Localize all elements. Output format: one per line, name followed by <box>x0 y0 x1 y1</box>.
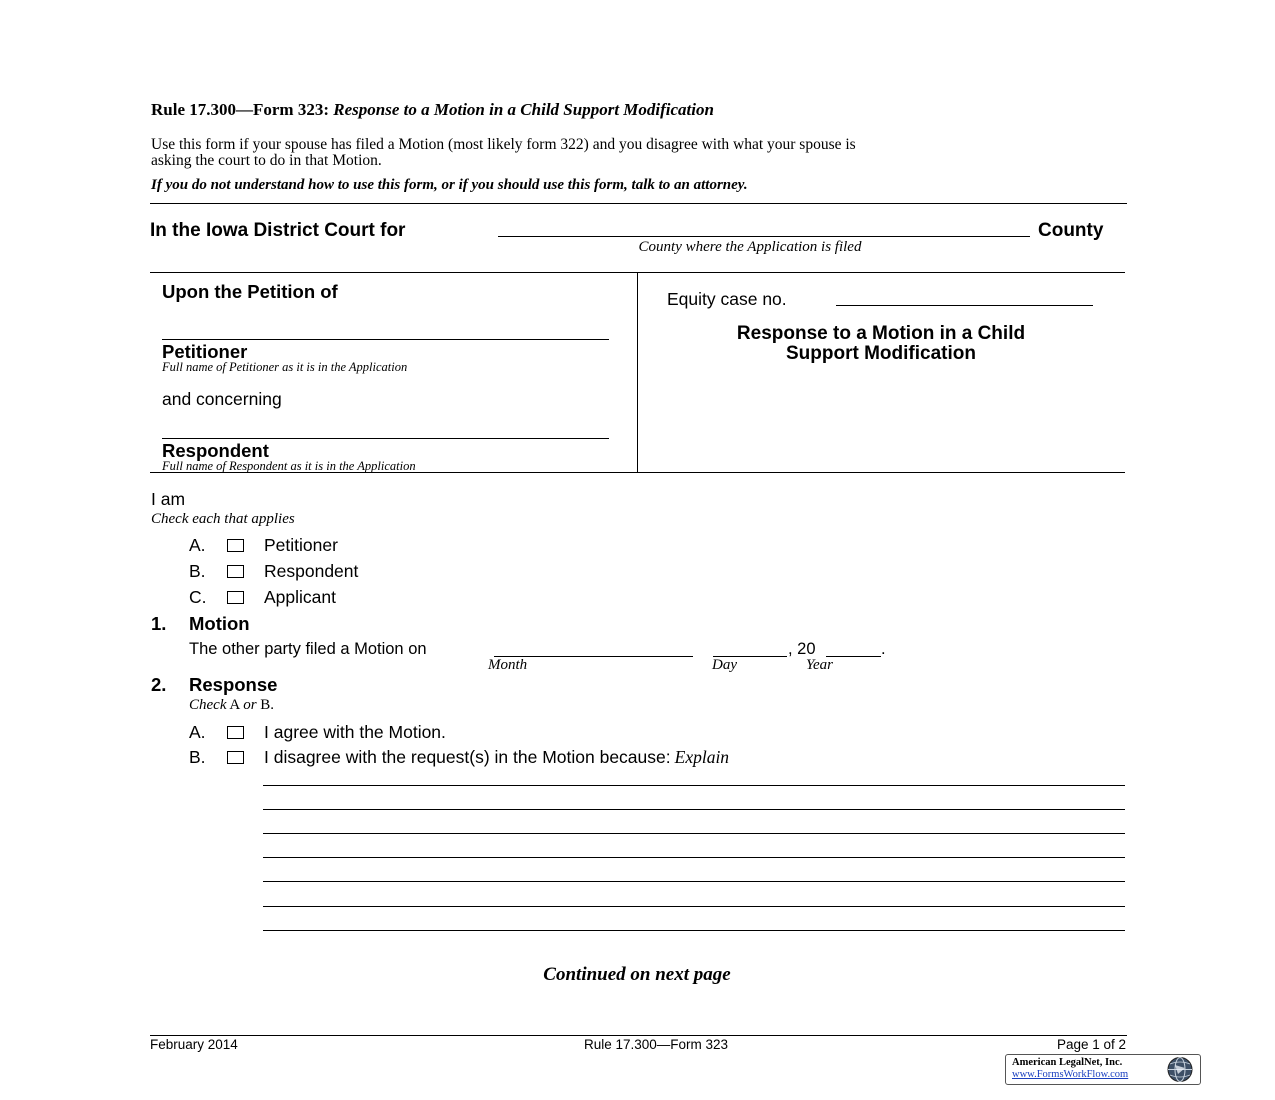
month-caption: Month <box>488 657 528 673</box>
i-am-letter-a: A. <box>189 535 206 555</box>
petitioner-option-label: Petitioner <box>264 535 338 555</box>
response-letter-a: A. <box>189 722 206 742</box>
section-2-number: 2. <box>151 674 167 695</box>
form-title: Response to a Motion in a Child Support Modification <box>333 100 714 119</box>
agree-checkbox[interactable] <box>227 726 244 739</box>
explain-label: Explain <box>674 747 730 767</box>
section-1-title: Motion <box>189 613 250 634</box>
intro-line-2: asking the court to do in that Motion. <box>151 152 382 169</box>
applicant-option-label: Applicant <box>264 587 336 607</box>
i-am-letter-c: C. <box>189 587 207 607</box>
respondent-note: Full name of Respondent as it is in the Application <box>162 459 416 473</box>
explanation-line[interactable] <box>263 833 1125 834</box>
i-am-instruction: Check each that applies <box>151 511 295 527</box>
explanation-line[interactable] <box>263 930 1125 931</box>
applicant-checkbox[interactable] <box>227 591 244 604</box>
logo-url[interactable]: www.FormsWorkFlow.com <box>1012 1069 1129 1080</box>
header-divider <box>150 203 1127 204</box>
petitioner-note: Full name of Petitioner as it is in the Application <box>162 360 408 374</box>
explanation-line[interactable] <box>263 906 1125 907</box>
respondent-name-line[interactable] <box>162 438 609 439</box>
upon-petition-label: Upon the Petition of <box>162 281 338 302</box>
footer-rule: Rule 17.300—Form 323 <box>583 1037 729 1052</box>
footer-page: Page 1 of 2 <box>1056 1037 1126 1052</box>
attorney-warning: If you do not understand how to use this form, or if you should use this form, talk to an attorney. <box>151 177 748 193</box>
explanation-line[interactable] <box>263 785 1125 786</box>
caption-center-divider <box>637 272 638 472</box>
instruction-a: A <box>229 697 240 713</box>
equity-case-label: Equity case no. <box>667 289 787 309</box>
year-caption: Year <box>806 657 833 673</box>
respondent-checkbox[interactable] <box>227 565 244 578</box>
document-title-line-1: Response to a Motion in a Child <box>736 323 1026 344</box>
court-prefix: In the Iowa District Court for <box>150 220 406 241</box>
and-concerning-label: and concerning <box>162 389 282 409</box>
rule-label: Rule 17.300—Form 323: <box>151 100 330 119</box>
logo-company: American LegalNet, Inc. <box>1012 1057 1123 1068</box>
instruction-b: B. <box>260 697 275 713</box>
disagree-option-label: I disagree with the request(s) in the Motion because: <box>264 747 671 767</box>
county-input-line[interactable] <box>498 236 1030 237</box>
motion-date-text: The other party filed a Motion on <box>189 640 427 658</box>
footer-divider <box>150 1035 1127 1036</box>
equity-case-input-line[interactable] <box>836 305 1093 306</box>
motion-date-period: . <box>881 640 886 658</box>
instruction-check: Check <box>189 697 227 713</box>
petitioner-name-line[interactable] <box>162 339 609 340</box>
year-prefix-text: , 20 <box>788 640 816 658</box>
respondent-label: Respondent <box>162 440 269 461</box>
document-title-line-2: Support Modification <box>786 343 976 364</box>
explanation-line[interactable] <box>263 857 1125 858</box>
instruction-or: or <box>243 697 257 713</box>
section-2-instruction <box>189 697 274 714</box>
section-1-number: 1. <box>151 613 167 634</box>
court-suffix: County <box>1038 220 1104 241</box>
form-heading <box>151 100 714 120</box>
year-input-line[interactable] <box>826 656 881 657</box>
intro-line-1: Use this form if your spouse has filed a Motion (most likely form 322) and you disagree with what your spouse is <box>151 136 856 153</box>
respondent-option-label: Respondent <box>264 561 359 581</box>
day-caption: Day <box>712 657 737 673</box>
response-letter-b: B. <box>189 747 206 767</box>
continued-note: Continued on next page <box>543 964 731 985</box>
explanation-line[interactable] <box>263 809 1125 810</box>
i-am-letter-b: B. <box>189 561 206 581</box>
petitioner-label: Petitioner <box>162 341 248 362</box>
petitioner-checkbox[interactable] <box>227 539 244 552</box>
county-caption: County where the Application is filed <box>638 239 862 255</box>
disagree-option-text <box>264 747 729 768</box>
disagree-checkbox[interactable] <box>227 751 244 764</box>
section-2-title: Response <box>189 674 278 695</box>
i-am-label: I am <box>151 489 186 509</box>
globe-icon <box>1163 1056 1197 1083</box>
agree-option-label: I agree with the Motion. <box>264 722 446 742</box>
footer-date: February 2014 <box>150 1037 238 1052</box>
explanation-line[interactable] <box>263 881 1125 882</box>
american-legalnet-logo <box>1005 1054 1201 1085</box>
